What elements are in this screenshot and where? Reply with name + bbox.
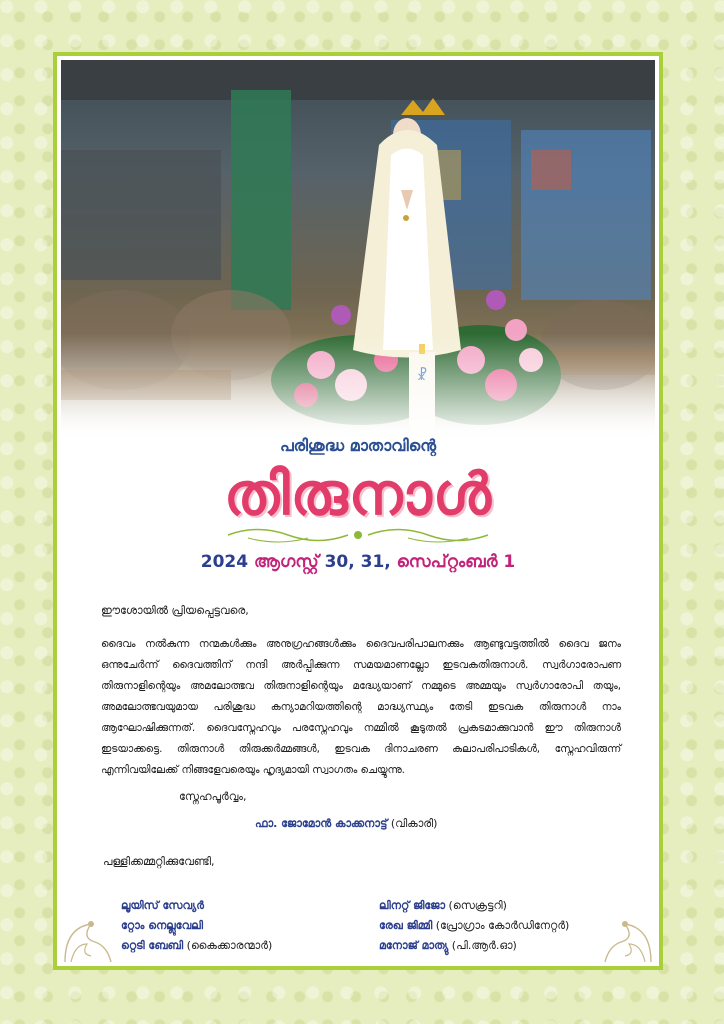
corner-ornament-left: [61, 908, 125, 966]
date-days: 30, 31,: [318, 552, 397, 572]
letter-signer: [255, 817, 437, 831]
festival-dates: [57, 552, 659, 572]
member-name: ലിനറ്റ് ജിജോ: [379, 899, 446, 912]
church-scene-illustration: [61, 60, 655, 440]
member-name: രേഖ ജിമ്മി: [379, 919, 433, 932]
member-item: [379, 916, 569, 936]
festival-title: തിരുനാൾ: [223, 460, 493, 528]
member-role: (പി.ആർ.ഓ): [448, 939, 517, 952]
signer-name: ഫാ. ജോമോൻ കാക്കനാട്ട്: [255, 817, 388, 830]
committee-label: പള്ളിക്കമ്മറ്റിക്കുവേണ്ടി,: [103, 855, 215, 868]
corner-ornament-right: [591, 908, 655, 966]
date-month-1: ആഗസ്റ്റ്: [254, 552, 319, 572]
festival-subtitle: പരിശുദ്ധ മാതാവിന്റെ: [279, 436, 437, 455]
date-year: 2024: [200, 552, 254, 572]
title-ornament: [218, 524, 498, 546]
member-role: (പ്രോഗ്രാം കോർഡിനേറ്റർ): [432, 919, 570, 932]
mary-statue-photo: [61, 60, 655, 440]
members-list-right: [379, 896, 569, 956]
member-item: [121, 936, 272, 956]
date-month-2: സെപ്റ്റംബർ 1: [396, 552, 516, 572]
invitation-card: [53, 52, 663, 970]
member-name: മനോജ് മാത്യു: [379, 939, 449, 952]
member-role: (കൈക്കാരന്മാർ): [183, 939, 273, 952]
member-item: [379, 896, 569, 916]
letter-body: ദൈവം നൽകുന്ന നന്മകൾക്കും അനുഗ്രഹങ്ങൾക്കും ദൈവപരിപാലനക്കും ആണ്ടുവട്ടത്തിൽ ദൈവ ജനം ഒന്നുചേർന്ന് ദൈവത്തിന് നന്ദി അർപ്പിക്കുന്ന സമയമാണല്ലോ ഇടവകതിരുനാൾ. സ്വർഗാരോപണ തിരുനാളിന്റെയും അമലോത്ഭവ തിരുനാളിന്റെയും മദ്ധ്യേയാണ് നമ്മുടെ അമ്മയും സ്വർഗാരോപി തയും, അമലോത്ഭവയുമായ പരിശുദ്ധ കന്യാമറിയത്തിന്റെ മാദ്ധ്യസ്ഥ്യം തേടി ഇടവക തിരുനാൾ നാം ആഘോഷിക്കുന്നത്. ദൈവസ്നേഹവും പരസ്നേഹവും നമ്മിൽ കൂടുതൽ പ്രകടമാക്കുവാൻ ഈ തിരുനാൾ ഇടയാക്കട്ടെ. തിരുനാൾ തിരുക്കർമ്മങ്ങൾ, ഇടവക ദിനാചരണ കലാപരിപാടികൾ, സ്നേഹവിരുന്ന് എന്നിവയിലേക്ക് നിങ്ങളേവരെയും ഹൃദ്യമായി സ്വാഗതം ചെയ്യുന്നു.: [101, 638, 621, 776]
members-list-left: [121, 896, 272, 956]
member-name: ലൂയിസ് സേവ്യർ: [121, 899, 204, 912]
member-role: (സെക്രട്ടറി): [445, 899, 507, 912]
member-item: [379, 936, 569, 956]
signer-role: (വികാരി): [387, 817, 438, 830]
member-item: [121, 916, 272, 936]
member-name: റ്റെടി ബേബി: [121, 939, 184, 952]
letter-salutation: ഈശോയിൽ പ്രിയപ്പെട്ടവരെ,: [101, 604, 249, 617]
member-item: [121, 896, 272, 916]
letter-closing: സ്നേഹപൂർവ്വം,: [179, 790, 247, 803]
member-name: റ്റോം നെല്ലുവേലി: [121, 919, 204, 932]
